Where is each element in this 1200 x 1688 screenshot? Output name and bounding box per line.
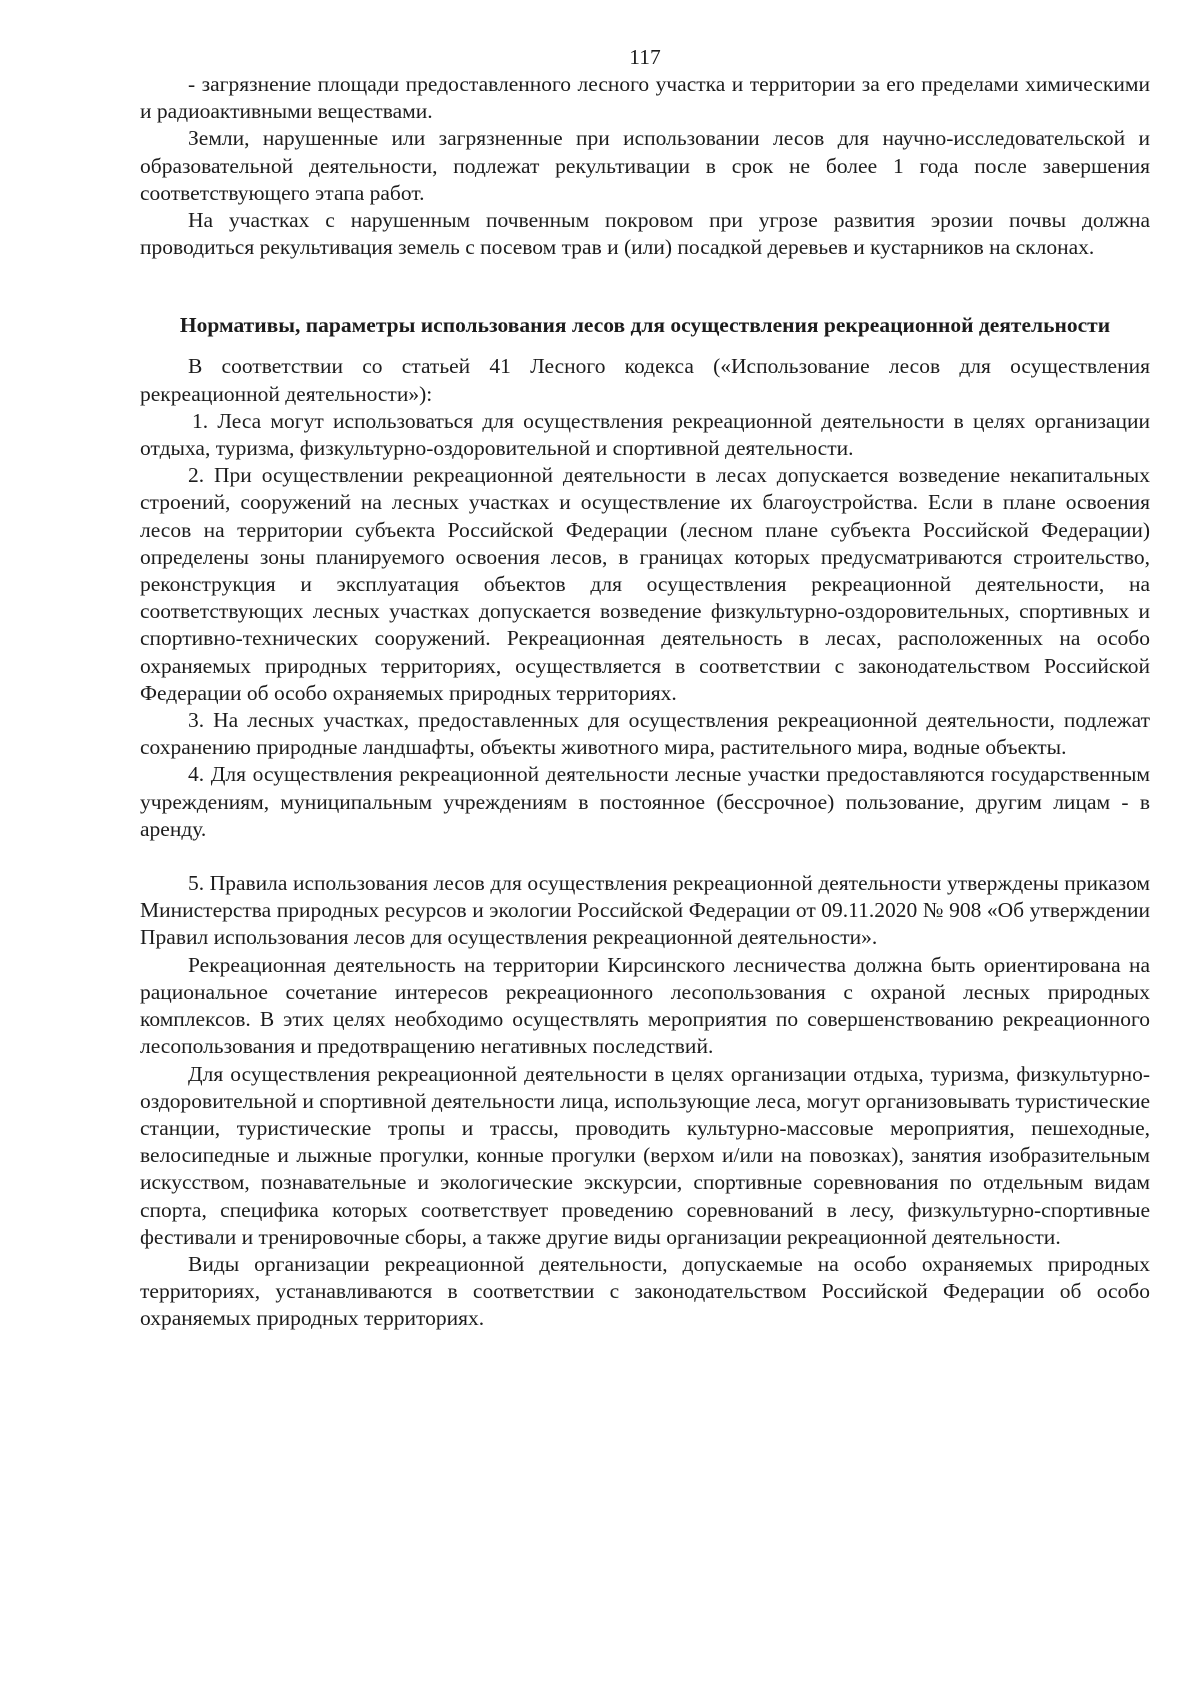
numbered-item-4: 4. Для осуществления рекреационной деятельности лесные участки предоставляются государственным учреждениям, муниципальным учреждениям в постоянное (бессрочное) пользование, другим лицам - в аренду. — [140, 762, 1150, 841]
page-number: 117 — [629, 45, 661, 69]
closing-paragraph-3: Виды организации рекреационной деятельности, допускаемые на особо охраняемых природных территориях, устанавливаются в соответствии с законодательством Российской Федерации об особо охраняемых природных территориях. — [140, 1251, 1150, 1331]
numbered-item-2: 2. При осуществлении рекреационной деятельности в лесах допускается возведение некапитальных строений, сооружений на лесных участках и осуществление их благоустройства. Если в плане освоения лесов на территории субъекта Российской Федерации (лесном плане субъекта Российской Федерации) определены зоны планируемого освоения лесов, в границах которых предусматриваются строительство, реконструкция и эксплуатация объектов для осуществления рекреационной деятельности, на соответствующих лесных участках допускается возведение физкультурно-оздоровительных, спортивных и спортивно-технических сооружений. Рекреационная деятельность в лесах, расположенных на особо охраняемых природных территориях, осуществляется в соответствии с законодательством Российской Федерации об особо охраняемых природных территориях. — [140, 463, 1150, 705]
intro-paragraph-1: - загрязнение площади предоставленного лесного участка и территории за его пределами химическими и радиоактивными веществами. — [140, 72, 1150, 124]
numbered-item-3: 3. На лесных участках, предоставленных для осуществления рекреационной деятельности, подлежат сохранению природные ландшафты, объекты животного мира, растительного мира, водные объекты. — [140, 708, 1150, 760]
closing-paragraph-1: Рекреационная деятельность на территории Кирсинского лесничества должна быть ориентирована на рациональное сочетание интересов рекреационного лесопользования с охраной лесных природных комплексов. В этих целях необходимо осуществлять мероприятия по совершенствованию рекреационного лесопользования и предотвращению негативных последствий. — [140, 952, 1150, 1059]
numbered-item-5: 5. Правила использования лесов для осуществления рекреационной деятельности утверждены приказом Министерства природных ресурсов и экологии Российской Федерации от 09.11.2020 № 908 «Об утверждении Правил использования лесов для осуществления рекреационной деятельности». — [140, 871, 1150, 950]
closing-paragraph-2: Для осуществления рекреационной деятельности в целях организации отдыха, туризма, физкультурно-оздоровительной и спортивной деятельности лица, использующие леса, могут организовывать туристические станции, туристические тропы и трассы, проводить культурно-массовые мероприятия, пешеходные, велосипедные и лыжные прогулки, конные прогулки (верхом и/или на повозках), занятия изобразительным искусством, познавательные и экологические экскурсии, спортивные соревнования по отдельным видам спорта, специфика которых соответствует проведению соревнований в лесу, физкультурно-спортивные фестивали и тренировочные сборы, а также другие виды организации рекреационной деятельности. — [140, 1061, 1150, 1249]
section-intro: В соответствии со статьей 41 Лесного кодекса («Использование лесов для осуществления рекреационной деятельности»): — [140, 354, 1150, 406]
numbered-item-1: 1. Леса могут использоваться для осуществления рекреационной деятельности в целях организации отдыха, туризма, физкультурно-оздоровительной и спортивной деятельности. — [140, 408, 1150, 461]
intro-paragraph-2: Земли, нарушенные или загрязненные при использовании лесов для научно-исследовательской и образовательной деятельности, подлежат рекультивации в срок не более 1 года после завершения соответствующего этапа работ. — [140, 126, 1150, 205]
document-page — [140, 44, 1150, 1333]
section-heading: Нормативы, параметры использования лесов для осуществления рекреационной деятельности — [179, 313, 1111, 338]
intro-paragraph-3: На участках с нарушенным почвенным покровом при угрозе развития эрозии почвы должна проводиться рекультивация земель с посевом трав и (или) посадкой деревьев и кустарников на склонах. — [140, 208, 1150, 260]
